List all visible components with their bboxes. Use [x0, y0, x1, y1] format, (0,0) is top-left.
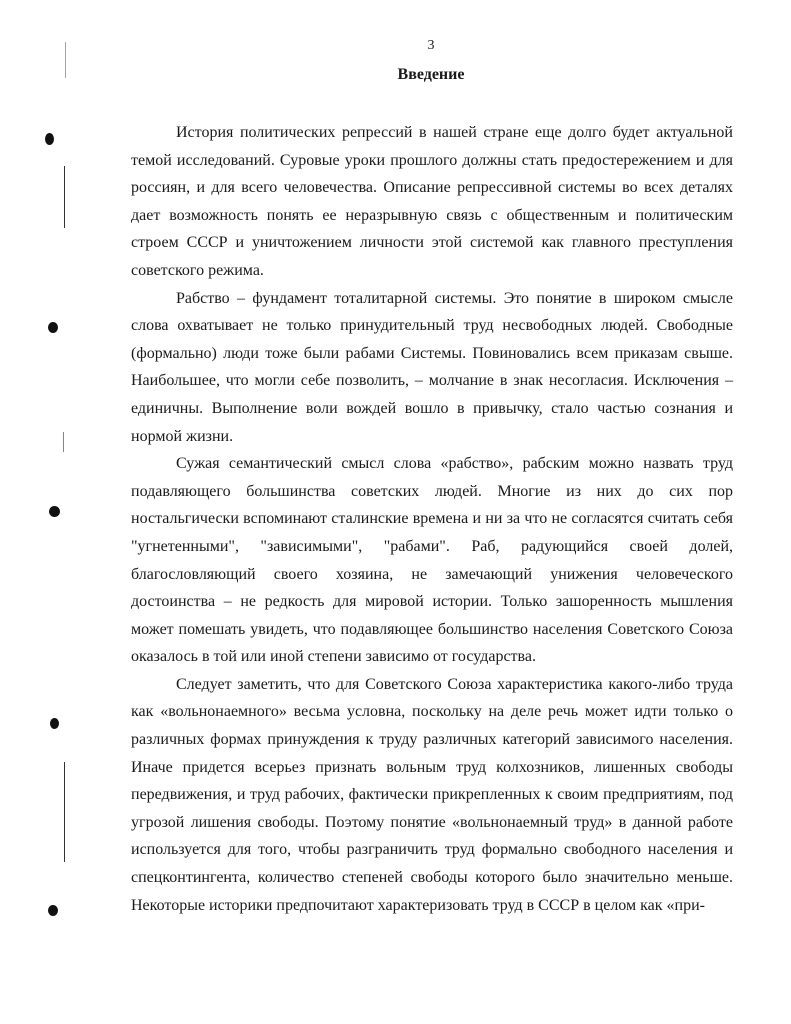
binder-hole-mark	[50, 718, 59, 729]
page-title: Введение	[397, 66, 465, 83]
binder-hole-mark	[49, 506, 60, 517]
body-text	[131, 119, 733, 919]
paragraph-1: История политических репрессий в нашей стране еще долго будет актуальной темой исследований. Суровые уроки прошлого должны стать предостережением и для россиян, и для всего человечества. Описание репрессивной системы во всех деталях дает возможность понять ее неразрывную связь с общественным и политическим строем СССР и уничтожением личности этой системой как главного преступления советского режима.	[131, 124, 733, 279]
margin-line-mark	[63, 432, 64, 452]
margin-line-mark	[64, 762, 65, 862]
binder-hole-mark	[48, 905, 58, 916]
paragraph-2: Рабство – фундамент тоталитарной системы. Это понятие в широком смысле слова охватывает не только принудительный труд несвободных людей. Свободные (формально) люди тоже были рабами Системы. Повиновались всем приказам свыше. Наибольшее, что могли себе позволить, – молчание в знак несогласия. Исключения – единичны. Выполнение воли вождей вошло в привычку, стало частью сознания и нормой жизни.	[131, 289, 733, 445]
binder-hole-mark	[45, 133, 54, 145]
paragraph-4: Следует заметить, что для Советского Союза характеристика какого-либо труда как «вольнонаемного» весьма условна, поскольку на деле речь может идти только о различных формах принуждения к труду различных категорий зависимого населения. Иначе придется всерьез признать вольным труд колхозников, лишенных свободы передвижения, и труд рабочих, фактически прикрепленных к своим предприятиям, под угрозой лишения свободы. Поэтому понятие «вольнонаемный труд» в данной работе используется для того, чтобы разграничить труд формально свободного населения и спецконтингента, количество степеней свободы которого было значительно меньше. Некоторые историки предпочитают характеризовать труд в СССР в целом как «при-	[131, 675, 733, 914]
paragraph-3: Сужая семантический смысл слова «рабство», рабским можно назвать труд подавляющего большинства советских людей. Многие из них до сих пор ностальгически вспоминают сталинские времена и ни за что не согласятся считать себя "угнетенными", "зависимыми", "рабами". Раб, радующийся своей долей, благословляющий своего хозяина, не замечающий унижения человеческого достоинства – не редкость для мировой истории. Только зашоренность мышления может помешать увидеть, что подавляющее большинство населения Советского Союза оказалось в той или иной степени зависимо от государства.	[131, 455, 733, 666]
margin-line-mark	[65, 42, 66, 78]
binder-hole-mark	[48, 322, 58, 333]
page-number: 3	[427, 38, 435, 53]
margin-line-mark	[64, 166, 65, 228]
